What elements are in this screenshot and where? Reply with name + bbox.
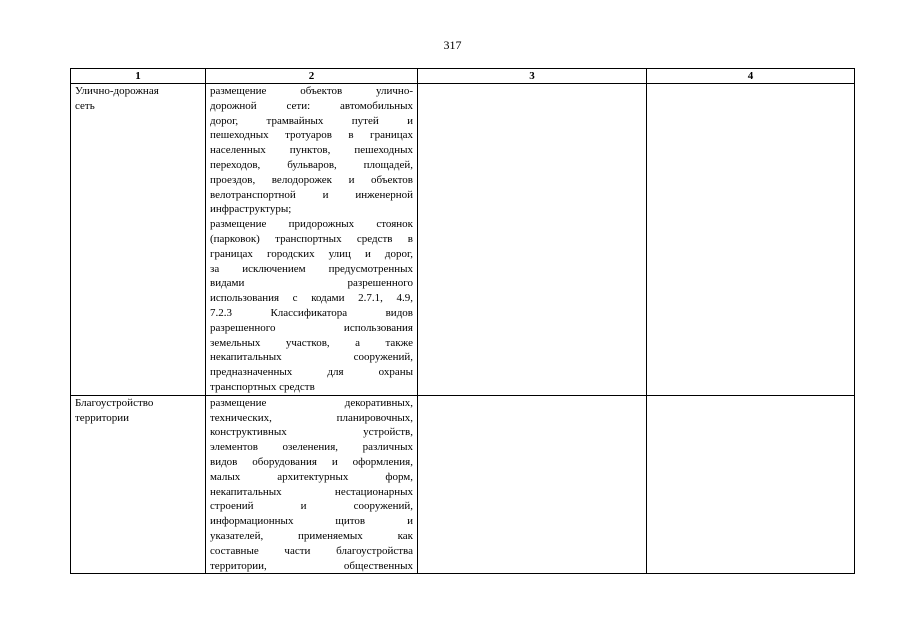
description-line: размещение декоративных, [210, 396, 413, 409]
description-line: дорожной сети: автомобильных [210, 99, 413, 112]
row-2-name-line: Благоустройство [75, 396, 154, 409]
description-line: малых архитектурных форм, [210, 470, 413, 483]
description-line: некапитальных нестационарных [210, 485, 413, 498]
row-2-cell-4 [647, 395, 855, 574]
description-line: проездов, велодорожек и объектов [210, 173, 413, 186]
row-2-description [206, 395, 418, 574]
description-line: 7.2.3 Классификатора видов [210, 306, 413, 319]
description-line: строений и сооружений, [210, 500, 413, 513]
row-1-cell-3 [418, 84, 647, 396]
page-number: 317 [443, 38, 462, 52]
description-line: транспортных средств [210, 380, 315, 393]
description-line: технических, планировочных, [210, 411, 413, 424]
column-header-3: 3 [418, 69, 647, 84]
description-line: пешеходных тротуаров в границах [210, 129, 413, 142]
description-line: населенных пунктов, пешеходных [210, 144, 413, 157]
description-line: использования с кодами 2.7.1, 4.9, [210, 292, 413, 305]
description-line: земельных участков, а также [210, 336, 413, 349]
description-line: (парковок) транспортных средств в [210, 232, 413, 245]
row-1-description [206, 84, 418, 396]
description-line: некапитальных сооружений, [210, 351, 413, 364]
row-1-use-name [71, 84, 206, 396]
row-1-cell-4 [647, 84, 855, 396]
description-line: конструктивных устройств, [210, 426, 413, 439]
description-line: разрешенного использования [210, 321, 413, 334]
table-row [71, 395, 855, 574]
table-header-row [71, 69, 855, 84]
column-header-4: 4 [647, 69, 855, 84]
description-line: границах городских улиц и дорог, [210, 247, 413, 260]
description-line: дорог, трамвайных путей и [210, 114, 413, 127]
row-1-name-line: сеть [75, 99, 95, 112]
description-line: составные части благоустройства [210, 544, 413, 557]
row-2-name-line: территории [75, 411, 130, 424]
description-line: указателей, применяемых как [210, 529, 413, 542]
description-line: видами разрешенного [210, 277, 413, 290]
column-header-1: 1 [71, 69, 206, 84]
description-line: видов оборудования и оформления, [210, 455, 413, 468]
row-2-use-name [71, 395, 206, 574]
land-use-table [70, 68, 855, 574]
table-row [71, 84, 855, 396]
description-line: велотранспортной и инженерной [210, 188, 413, 201]
description-line: размещение объектов улично- [210, 85, 413, 97]
description-line: размещение придорожных стоянок [210, 218, 413, 231]
description-line: информационных щитов и [210, 515, 413, 528]
column-header-2: 2 [206, 69, 418, 84]
description-line: элементов озеленения, различных [210, 441, 413, 454]
description-line: территории, общественных [210, 559, 413, 572]
description-line: предназначенных для охраны [210, 366, 413, 379]
description-line: инфраструктуры; [210, 203, 292, 216]
description-line: за исключением предусмотренных [210, 262, 413, 275]
row-2-cell-3 [418, 395, 647, 574]
description-line: переходов, бульваров, площадей, [210, 158, 413, 171]
row-1-name-line: Улично-дорожная [75, 85, 159, 97]
